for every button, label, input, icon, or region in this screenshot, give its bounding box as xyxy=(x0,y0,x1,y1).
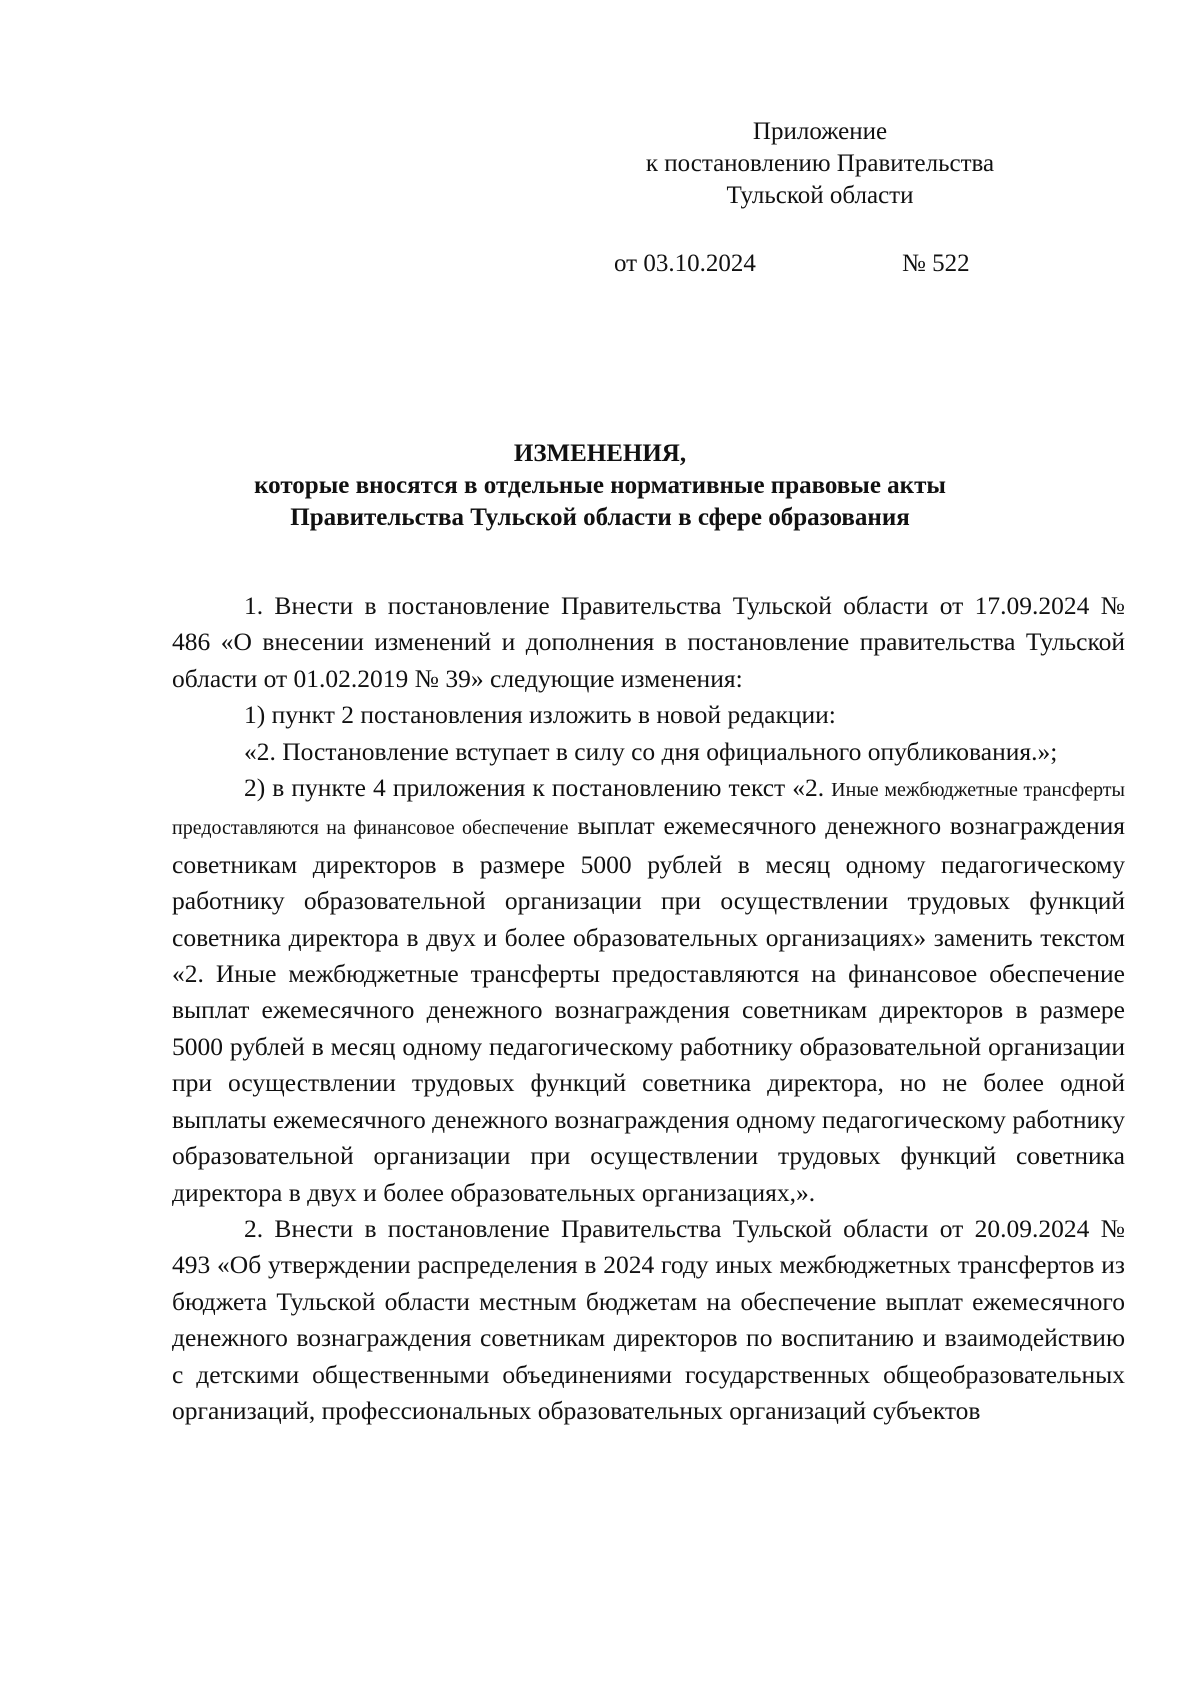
paragraph-2: 1) пункт 2 постановления изложить в новой редакции: xyxy=(244,700,836,730)
paragraph-4 xyxy=(172,770,1125,1211)
resolution-date-number xyxy=(614,248,994,280)
paragraph-3: «2. Постановление вступает в силу со дня официального опубликования.»; xyxy=(244,736,1058,766)
title-main: ИЗМЕНЕНИЯ, xyxy=(513,440,687,467)
resolution-number: № 522 xyxy=(902,250,970,277)
annex-title: Приложение xyxy=(752,118,888,145)
paragraph-4-start: 2) в пункте 4 приложения к постановлению текст «2. xyxy=(244,773,832,803)
paragraph-1: 1. Внести в постановление Правительства Тульской области от 17.09.2024 № 486 «О внесении изменений и дополнения в постановление правительства Тульской области от 01.02.2019 № 39» следующие изменения: xyxy=(172,591,1125,693)
annex-region: Тульской области xyxy=(726,182,914,209)
annex-reference: к постановлению Правительства xyxy=(645,150,995,177)
title-subtitle-1: которые вносятся в отдельные нормативные правовые акты xyxy=(254,472,946,499)
paragraph-4-end: выплат ежемесячного денежного вознаграждения советникам директоров в размере 5000 рублей в месяц одному педагогическому работнику образовательной организации при осуществлении трудовых функций советника директора в двух и более образовательных организациях» заменить текстом «2. Иные межбюджетные трансферты предоставляются на финансовое обеспечение выплат ежемесячного денежного вознаграждения советникам директоров в размере 5000 рублей в месяц одному педагогическому работнику образовательной организации при осуществлении трудовых функций советника директора, но не более одной выплаты ежемесячного денежного вознаграждения одному педагогическому работнику образовательной организации при осуществлении трудовых функций советника директора в двух и более образовательных организациях,». xyxy=(172,811,1126,1207)
annex-header xyxy=(600,116,1040,212)
title-subtitle-2: Правительства Тульской области в сфере образования xyxy=(290,504,910,531)
resolution-date: от 03.10.2024 xyxy=(614,250,756,277)
paragraph-4-small-text: Иные межбюджетные трансферты предоставляются на финансовое обеспечение xyxy=(172,779,1125,840)
document-body xyxy=(172,588,1125,1429)
document-title xyxy=(150,438,1050,534)
paragraph-5: 2. Внести в постановление Правительства Тульской области от 20.09.2024 № 493 «Об утверждении распределения в 2024 году иных межбюджетных трансфертов из бюджета Тульской области местным бюджетам на обеспечение выплат ежемесячного денежного вознаграждения советникам директоров по воспитанию и взаимодействию с детскими общественными объединениями государственных общеобразовательных организаций, профессиональных образовательных организаций субъектов xyxy=(172,1213,1125,1425)
